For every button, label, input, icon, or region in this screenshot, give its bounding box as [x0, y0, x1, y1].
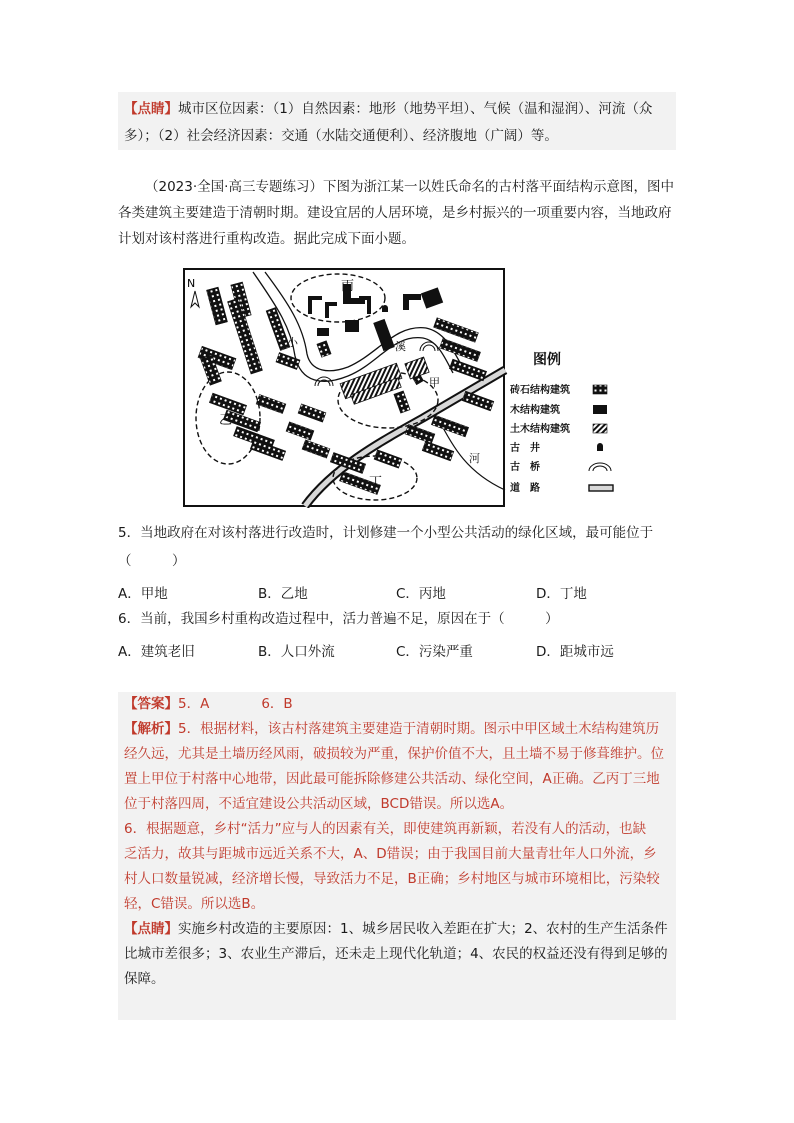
- analysis-line-7: 轻，C错误。所以选B。: [124, 896, 265, 912]
- stream-label-2: 溪: [395, 340, 406, 353]
- legend-brick-swatch: [593, 385, 607, 394]
- legend-item-brick: 砖石结构建筑: [510, 385, 570, 396]
- q5-stem-line1: 5．当地政府在对该村落进行改造时，计划修建一个小型公共活动的绿化区域，最可能位于: [118, 525, 654, 541]
- q5-option-a: A．甲地: [118, 586, 168, 602]
- legend-item-road: 道 路: [510, 483, 540, 494]
- analysis-line-1: 经久远，尤其是土墙历经风雨，破损较为严重，保护价值不大，且土墙不易于修葺维护。位: [124, 746, 664, 762]
- q5-option-c: C．丙地: [396, 586, 446, 602]
- stream-label-1: 小: [287, 336, 298, 349]
- answer-box: [118, 692, 676, 1020]
- analysis-line-3: 位于村落四周，不适宜建设公共活动区域，BCD错误。所以选A。: [124, 796, 514, 812]
- legend-well-icon: [597, 443, 603, 451]
- legend-item-wood: 木结构建筑: [510, 405, 560, 416]
- region-label-ding: 丁: [369, 475, 383, 490]
- q5-option-b: B．乙地: [258, 586, 308, 602]
- map-legend: [509, 351, 613, 494]
- question-intro: （2023·全国·高三专题练习）下图为浙江某一以姓氏命名的古村落平面结构示意图，图中各类建筑主要建造于清朝时期。建设宜居的人居环境，是乡村振兴的一项重要内容，当地政府计划对该村落进行重构改造。据此完成下面小题。: [118, 179, 674, 247]
- tip2-label: 【点睛】: [124, 921, 178, 937]
- wood-building: [345, 320, 359, 332]
- analysis-line-6: 村人口数量锐减，经济增长慢，导致活力不足，B正确；乡村地区与城市环境相比，污染较: [124, 871, 660, 887]
- region-label-bing: 丙: [341, 279, 355, 294]
- analysis-label: 【解析】: [124, 721, 178, 737]
- river-label: 河: [469, 452, 480, 465]
- wood-building: [317, 328, 329, 336]
- answer-5: 5．A: [178, 696, 210, 712]
- ancient-well-icon: [382, 305, 388, 312]
- q6-option-d: D．距城市远: [536, 644, 614, 660]
- q5-stem-line2: （ ）: [118, 553, 186, 569]
- analysis-line-0: 【解析】5．根据材料，该古村落建筑主要建造于清朝时期。图示中甲区域土木结构建筑历: [124, 721, 660, 737]
- tip-line-1: 比城市差很多；3、农业生产滞后，还未走上现代化轨道；4、农民的权益还没有得到足够的: [124, 946, 668, 962]
- legend-road-swatch: [589, 485, 613, 491]
- tip-text: 城市区位因素：（1）自然因素：地形（地势平坦）、气候（温和湿润）、河流（众多）；（2）社会经济因素：交通（水陆交通便利）、经济腹地（广阔）等。: [124, 101, 653, 144]
- tip-box-top: [118, 92, 676, 150]
- q6-option-a: A．建筑老旧: [118, 644, 195, 660]
- tip-label: 【点睛】: [124, 101, 178, 117]
- legend-item-earthwood: 土木结构建筑: [510, 424, 570, 435]
- tip-line-2: 保障。: [124, 971, 165, 987]
- answer-6: 6．B: [261, 696, 293, 712]
- legend-bridge-icon: [589, 463, 611, 471]
- analysis-line-5: 乏活力，故其与距城市远近关系不大，A、D错误；由于我国目前大量青壮年人口外流，乡: [124, 846, 657, 862]
- analysis-line-4: 6．根据题意，乡村“活力”应与人的因素有关，即使建筑再新颖，若没有人的活动，也缺: [124, 821, 647, 837]
- north-label: N: [187, 277, 196, 290]
- q5-option-d: D．丁地: [536, 586, 587, 602]
- answer-label: 【答案】: [124, 696, 178, 712]
- region-label-jia: 甲: [429, 376, 440, 389]
- q6-option-b: B．人口外流: [258, 644, 335, 660]
- q6-option-c: C．污染严重: [396, 644, 473, 660]
- legend-title: 图例: [533, 352, 561, 368]
- legend-earthwood-swatch: [593, 424, 607, 433]
- village-map: [183, 268, 615, 508]
- legend-item-bridge: 古 桥: [510, 462, 540, 473]
- legend-item-well: 古 井: [510, 443, 540, 454]
- tip-line-0: 【点睛】实施乡村改造的主要原因：1、城乡居民收入差距在扩大；2、农村的生产生活条件: [124, 921, 668, 937]
- answer-line: [124, 692, 670, 717]
- analysis-line-2: 置上甲位于村落中心地带，因此最可能拆除修建公共活动、绿化空间，A正确。乙丙丁三地: [124, 771, 660, 787]
- legend-wood-swatch: [593, 405, 607, 414]
- q6-stem: 6．当前，我国乡村重构改造过程中，活力普遍不足，原因在于（ ）: [118, 611, 559, 627]
- region-label-yi: 乙: [219, 413, 233, 428]
